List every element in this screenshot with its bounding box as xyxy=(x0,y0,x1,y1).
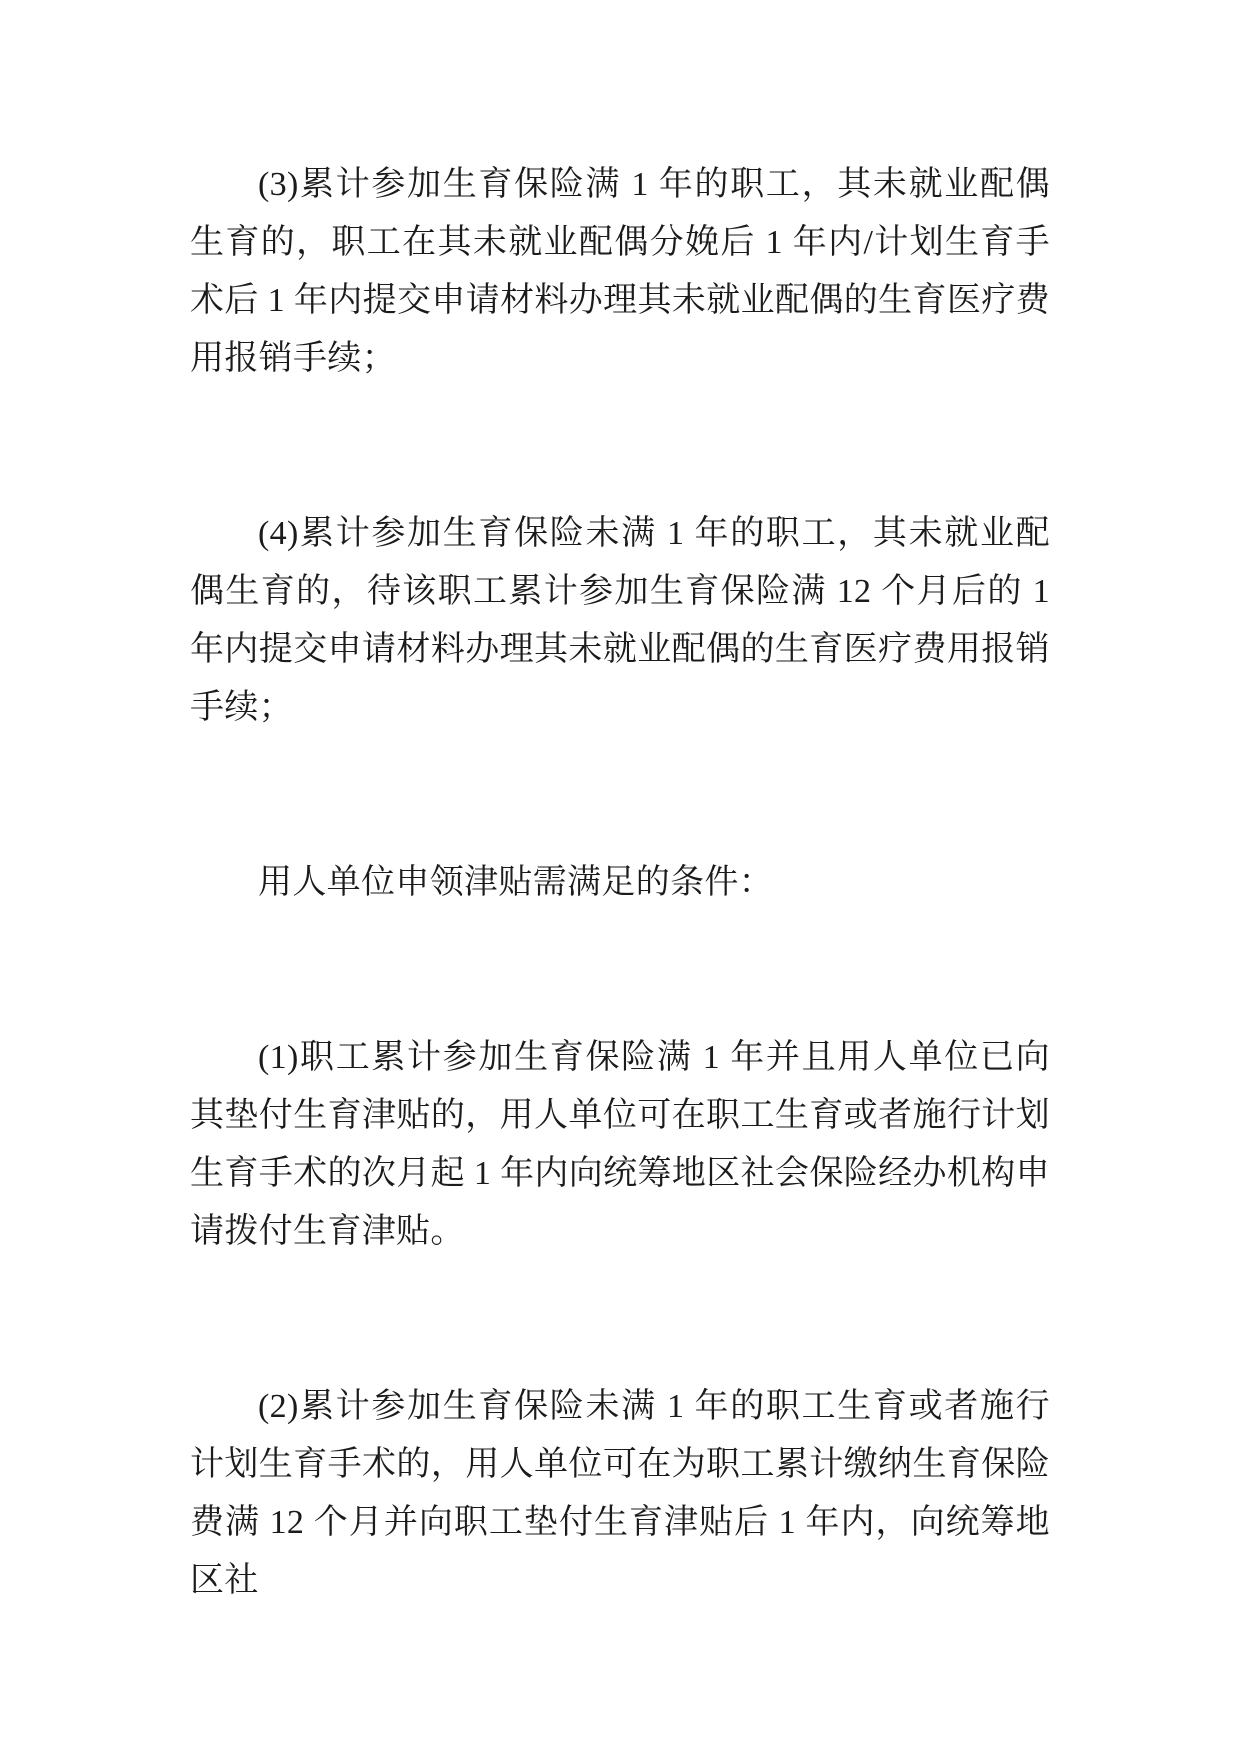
paragraph-item-1: (1)职工累计参加生育保险满 1 年并且用人单位已向其垫付生育津贴的，用人单位可在职工生育或者施行计划生育手术的次月起 1 年内向统筹地区社会保险经办机构申请拨付生育津贴。 xyxy=(190,1039,1050,1250)
section-heading: 用人单位申领津贴需满足的条件： xyxy=(258,864,774,901)
paragraph-item-3: (3)累计参加生育保险满 1 年的职工，其未就业配偶生育的，职工在其未就业配偶分娩后 1 年内/计划生育手术后 1 年内提交申请材料办理其未就业配偶的生育医疗费用报销手续； xyxy=(190,166,1050,377)
paragraph-item-4: (4)累计参加生育保险未满 1 年的职工，其未就业配偶生育的，待该职工累计参加生育保险满 12 个月后的 1 年内提交申请材料办理其未就业配偶的生育医疗费用报销手续； xyxy=(190,515,1050,726)
paragraph-item-2-truncated: (2)累计参加生育保险未满 1 年的职工生育或者施行计划生育手术的，用人单位可在为职工累计缴纳生育保险费满 12 个月并向职工垫付生育津贴后 1 年内，向统筹地区社 xyxy=(190,1388,1050,1599)
